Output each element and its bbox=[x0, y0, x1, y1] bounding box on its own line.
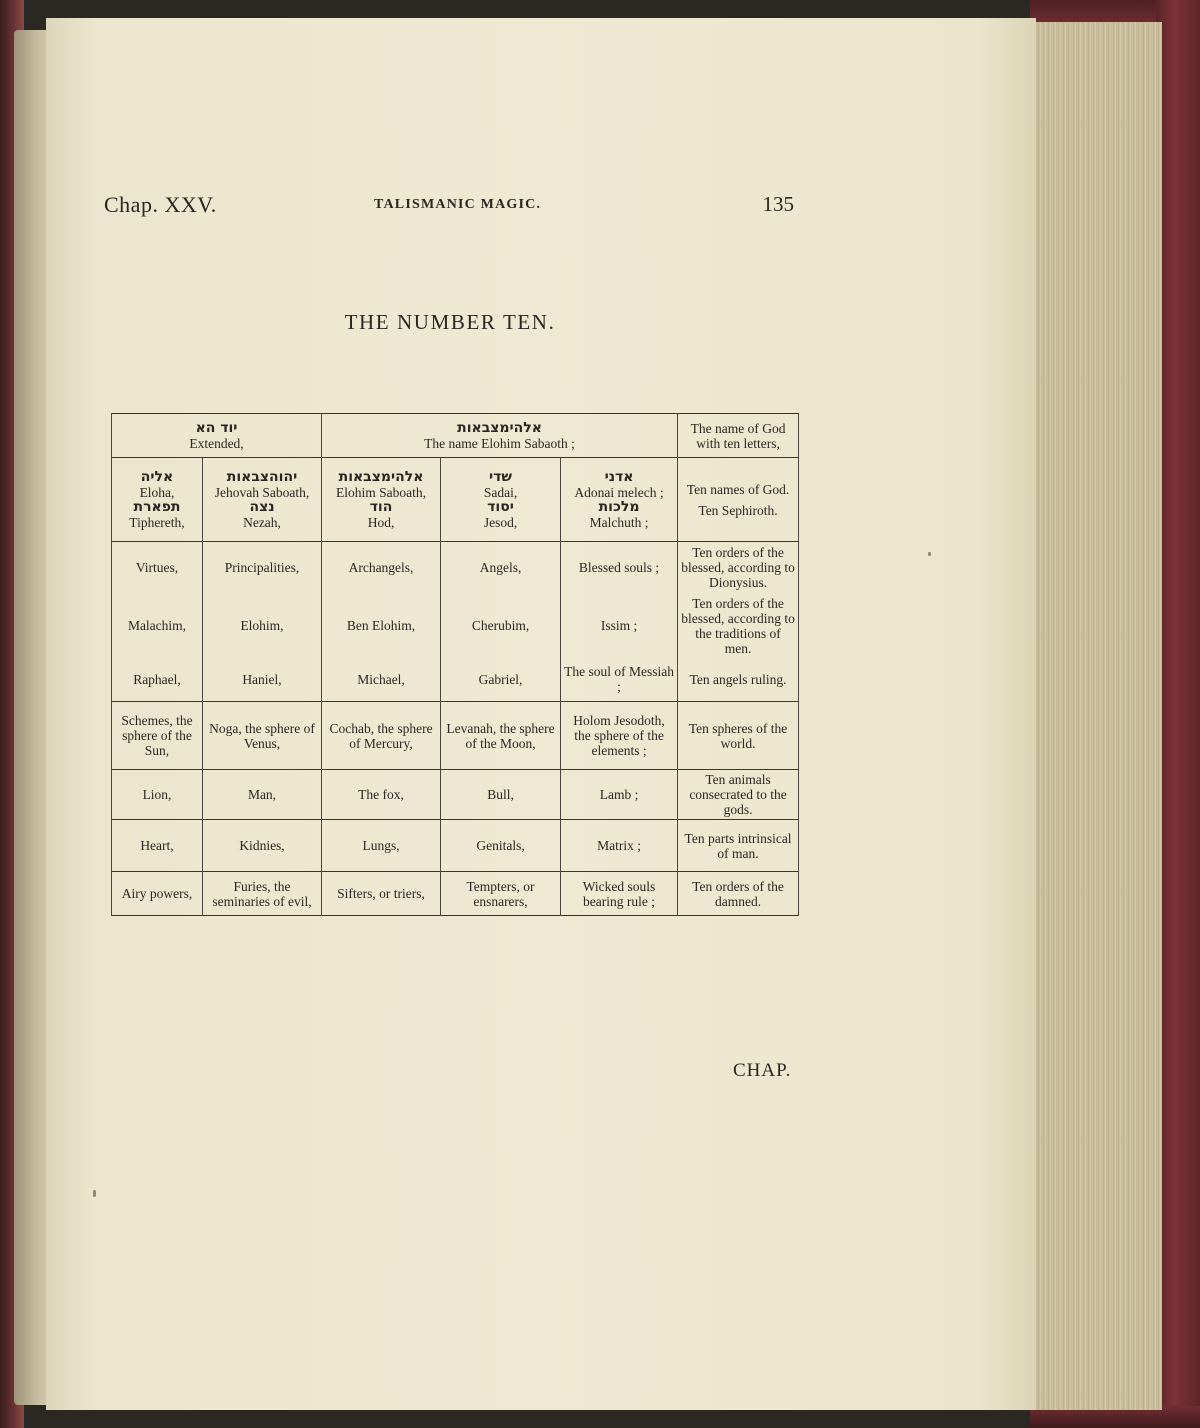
number-ten-table bbox=[111, 413, 799, 916]
table-cell: Wicked souls bearing rule ; bbox=[561, 872, 678, 916]
table-cell: Genitals, bbox=[441, 820, 561, 872]
hebrew-text: אדני bbox=[604, 468, 634, 485]
hebrew-text: שדי bbox=[489, 468, 512, 485]
chapter-reference: Chap. XXV. bbox=[104, 192, 217, 217]
table-cell bbox=[322, 458, 441, 542]
hebrew-text: יוד הא bbox=[195, 419, 238, 436]
table-row bbox=[112, 820, 799, 872]
table-row bbox=[112, 458, 799, 542]
cell-text: The name Elohim Sabaoth ; bbox=[424, 435, 575, 451]
cell-text: Extended, bbox=[189, 435, 244, 451]
table-cell: Matrix ; bbox=[561, 820, 678, 872]
table-row bbox=[112, 414, 799, 458]
table-cell: Archangels, bbox=[322, 542, 441, 594]
hebrew-text: מלכות bbox=[598, 498, 640, 515]
table-cell: Malachim, bbox=[112, 594, 203, 658]
table-cell bbox=[112, 458, 203, 542]
row-label: Ten orders of the blessed, according to Dionysius. bbox=[678, 542, 799, 594]
running-title: TALISMANIC MAGIC. bbox=[374, 197, 542, 212]
hebrew-text: יסוד bbox=[487, 498, 514, 515]
cell-text: Nezah, bbox=[243, 514, 281, 530]
table-cell: Ben Elohim, bbox=[322, 594, 441, 658]
row-label: Ten angels ruling. bbox=[678, 658, 799, 702]
table-cell: Lungs, bbox=[322, 820, 441, 872]
table-cell: Blessed souls ; bbox=[561, 542, 678, 594]
row-label: The name of God with ten letters, bbox=[678, 414, 799, 458]
cell-text: Eloha, bbox=[139, 484, 175, 500]
hebrew-text: אלהימצבאות bbox=[338, 468, 424, 485]
table-cell: Angels, bbox=[441, 542, 561, 594]
row-label: Ten orders of the damned. bbox=[678, 872, 799, 916]
cell-text: Adonai melech ; bbox=[574, 484, 664, 500]
row-label: Ten orders of the blessed, according to the traditions of men. bbox=[678, 594, 799, 658]
table-cell: Virtues, bbox=[112, 542, 203, 594]
table-cell: The soul of Messiah ; bbox=[561, 658, 678, 702]
label-text: Ten Sephiroth. bbox=[698, 502, 778, 518]
table-cell: Man, bbox=[203, 770, 322, 820]
row-label: Ten parts intrinsical of man. bbox=[678, 820, 799, 872]
table-cell: Holom Jesodoth, the sphere of the elements ; bbox=[561, 702, 678, 770]
catchword: CHAP. bbox=[733, 1060, 792, 1081]
table-cell: Sifters, or triers, bbox=[322, 872, 441, 916]
table-row bbox=[112, 658, 799, 702]
page-number: 135 bbox=[762, 192, 794, 216]
table-row bbox=[112, 770, 799, 820]
table-cell: Heart, bbox=[112, 820, 203, 872]
table-cell: Issim ; bbox=[561, 594, 678, 658]
table-cell: Principalities, bbox=[203, 542, 322, 594]
table-cell: The fox, bbox=[322, 770, 441, 820]
cell-text: Sadai, bbox=[483, 484, 518, 500]
label-text: Ten names of God. bbox=[686, 481, 790, 497]
table-cell: Schemes, the sphere of the Sun, bbox=[112, 702, 203, 770]
table-cell bbox=[322, 414, 678, 458]
cell-text: Elohim Saboath, bbox=[336, 484, 427, 500]
book-cover-right bbox=[1156, 0, 1200, 1428]
table-cell bbox=[112, 414, 322, 458]
table-cell: Lion, bbox=[112, 770, 203, 820]
table-row bbox=[112, 872, 799, 916]
hebrew-text: נצה bbox=[249, 498, 275, 515]
row-label: Ten spheres of the world. bbox=[678, 702, 799, 770]
table-row bbox=[112, 702, 799, 770]
table-cell: Cherubim, bbox=[441, 594, 561, 658]
paper-speck bbox=[93, 1190, 96, 1197]
table-cell: Airy powers, bbox=[112, 872, 203, 916]
table-cell: Kidnies, bbox=[203, 820, 322, 872]
hebrew-text: אליה bbox=[140, 468, 174, 485]
hebrew-text: הוד bbox=[369, 498, 393, 515]
table-cell: Furies, the seminaries of evil, bbox=[203, 872, 322, 916]
table-cell bbox=[441, 458, 561, 542]
table-row bbox=[112, 594, 799, 658]
page-edges bbox=[1030, 22, 1162, 1410]
table-cell: Bull, bbox=[441, 770, 561, 820]
cell-text: Tiphereth, bbox=[129, 514, 185, 530]
hebrew-text: תפארת bbox=[133, 498, 181, 515]
row-label bbox=[678, 458, 799, 542]
running-head bbox=[104, 192, 794, 222]
cell-text: Malchuth ; bbox=[589, 514, 649, 530]
table-cell bbox=[561, 458, 678, 542]
table-cell: Levanah, the sphere of the Moon, bbox=[441, 702, 561, 770]
table-cell: Michael, bbox=[322, 658, 441, 702]
table-cell: Raphael, bbox=[112, 658, 203, 702]
table-cell: Elohim, bbox=[203, 594, 322, 658]
table-cell: Lamb ; bbox=[561, 770, 678, 820]
hebrew-text: אלהימצבאות bbox=[457, 419, 542, 436]
table-cell bbox=[203, 458, 322, 542]
table-cell: Noga, the sphere of Venus, bbox=[203, 702, 322, 770]
table-cell: Haniel, bbox=[203, 658, 322, 702]
table-cell: Cochab, the sphere of Mercury, bbox=[322, 702, 441, 770]
table-cell: Tempters, or ensnarers, bbox=[441, 872, 561, 916]
table-row bbox=[112, 542, 799, 594]
cell-text: Hod, bbox=[367, 514, 395, 530]
paper-speck bbox=[928, 552, 931, 556]
cell-text: Jehovah Saboath, bbox=[214, 484, 310, 500]
page-title: THE NUMBER TEN. bbox=[344, 310, 556, 334]
cell-text: Jesod, bbox=[483, 514, 518, 530]
table-cell: Gabriel, bbox=[441, 658, 561, 702]
hebrew-text: יהוהצבאות bbox=[226, 468, 298, 485]
row-label: Ten animals consecrated to the gods. bbox=[678, 770, 799, 820]
